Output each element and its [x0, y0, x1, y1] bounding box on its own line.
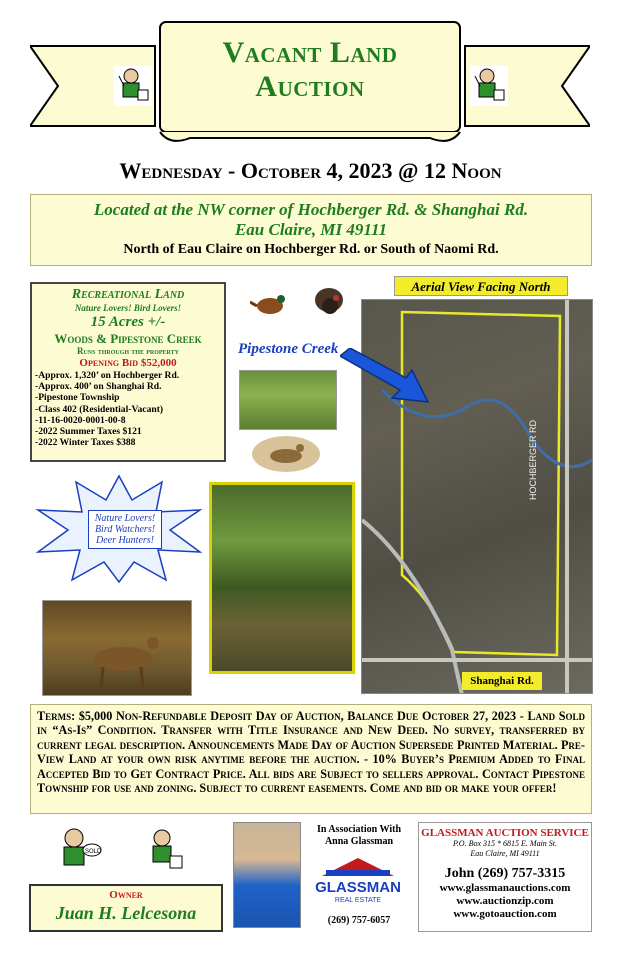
property-facts	[35, 370, 221, 448]
company-name: GLASSMAN AUCTION SERVICE	[421, 827, 589, 839]
woods-line: Woods & Pipestone Creek	[54, 331, 202, 346]
location-line-1: Located at the NW corner of Hochberger Rd. & Shanghai Rd.	[93, 200, 529, 219]
title-banner	[30, 14, 590, 150]
runs-line: Runs through the property	[76, 346, 180, 356]
auctioneer-sold-mascot-icon	[52, 824, 102, 874]
owner-box	[29, 884, 223, 932]
property-info-box	[30, 282, 226, 462]
acres-line: 15 Acres +/-	[90, 314, 166, 330]
contact-box	[418, 822, 592, 932]
logo-subtext: REAL ESTATE	[334, 897, 382, 904]
recreational-heading: Recreational Land	[71, 287, 185, 302]
location-box	[30, 194, 592, 266]
fact-item: -Approx. 400’ on Shanghai Rd.	[35, 381, 162, 393]
glassman-logo	[308, 856, 408, 906]
turkey-icon	[312, 286, 346, 318]
company-address-1: P.O. Box 315 * 6815 E. Main St.	[452, 839, 558, 848]
creek-photo-large	[209, 482, 355, 674]
title-line-2: Auction	[255, 70, 365, 103]
fact-item: -Approx. 1,320’ on Hochberger Rd.	[35, 370, 180, 381]
pheasant-icon	[250, 290, 292, 318]
association-phone: (269) 757-6057	[327, 915, 391, 926]
fact-item: -11-16-0020-0001-00-8	[35, 414, 126, 426]
lovers-line: Nature Lovers! Bird Lovers!	[74, 303, 182, 313]
owner-name: Juan H. Lelcesona	[55, 903, 197, 923]
fact-item: -Pipestone Township	[35, 392, 120, 404]
company-phone: John (269) 757-3315	[444, 866, 566, 881]
association-text	[303, 824, 415, 848]
aerial-view-label: Aerial View Facing North	[394, 276, 568, 296]
location-line-2: Eau Claire, MI 49111	[234, 220, 388, 239]
shanghai-road-label: Shanghai Rd.	[462, 672, 542, 690]
location-line-3: North of Eau Claire on Hochberger Rd. or South of Naomi Rd.	[123, 242, 499, 257]
deer-photo-large	[42, 600, 192, 696]
starburst-line: Deer Hunters!	[95, 535, 155, 546]
starburst-line: Nature Lovers!	[94, 513, 156, 524]
logo-wordmark: GLASSMAN	[315, 879, 401, 896]
auctioneer-mascot-icon	[114, 66, 152, 106]
auctioneer-mascot-icon	[470, 66, 508, 106]
auctioneer-mascot-icon	[142, 826, 188, 874]
owner-label: Owner	[109, 889, 143, 901]
hochberger-road-label: HOCHBERGER RD	[528, 419, 538, 500]
agent-photo	[233, 822, 301, 928]
title-line-1: Vacant Land	[222, 36, 398, 69]
starburst-text	[88, 510, 162, 549]
fact-item: -2022 Winter Taxes $388	[35, 437, 136, 449]
deer-photo-small	[252, 436, 320, 472]
starburst-line: Bird Watchers!	[94, 524, 156, 535]
creek-photo-small	[239, 370, 337, 430]
pipestone-creek-label: Pipestone Creek	[238, 341, 339, 357]
opening-bid: Opening Bid $52,000	[79, 357, 177, 369]
company-address-2: Eau Claire, MI 49111	[470, 849, 540, 858]
auction-date: Wednesday - October 4, 2023 @ 12 Noon	[119, 158, 502, 183]
fact-item: -2022 Summer Taxes $121	[35, 426, 142, 438]
website-link[interactable]: www.gotoauction.com	[453, 908, 557, 920]
fact-item: -Class 402 (Residential-Vacant)	[35, 403, 164, 415]
association-line-2: Anna Glassman	[324, 836, 394, 847]
sold-sign-text: SOLD!	[85, 849, 102, 855]
association-line-1: In Association With	[316, 824, 402, 835]
website-link[interactable]: www.glassmanauctions.com	[439, 882, 571, 894]
arrow-icon	[340, 348, 430, 408]
website-link[interactable]: www.auctionzip.com	[456, 895, 554, 907]
terms-box: Terms: $5,000 Non-Refundable Deposit Day of Auction, Balance Due October 27, 2023 - Land Sold in “As-Is” Condition. Transfer with Title Insurance and New Deed. No survey, transferred by current legal description. Announcements Made Day of Auction Supersede Printed Material. Pre-View Land at your own risk anytime before the auction. - 10% Buyer’s Premium Added to Final Accepted Bid to Get Contract Price. All bids are Subject to sellers approval. Contact Pipestone Township for use and zoning. Subject to current easements. Come and bid or make your offer!	[30, 704, 592, 814]
